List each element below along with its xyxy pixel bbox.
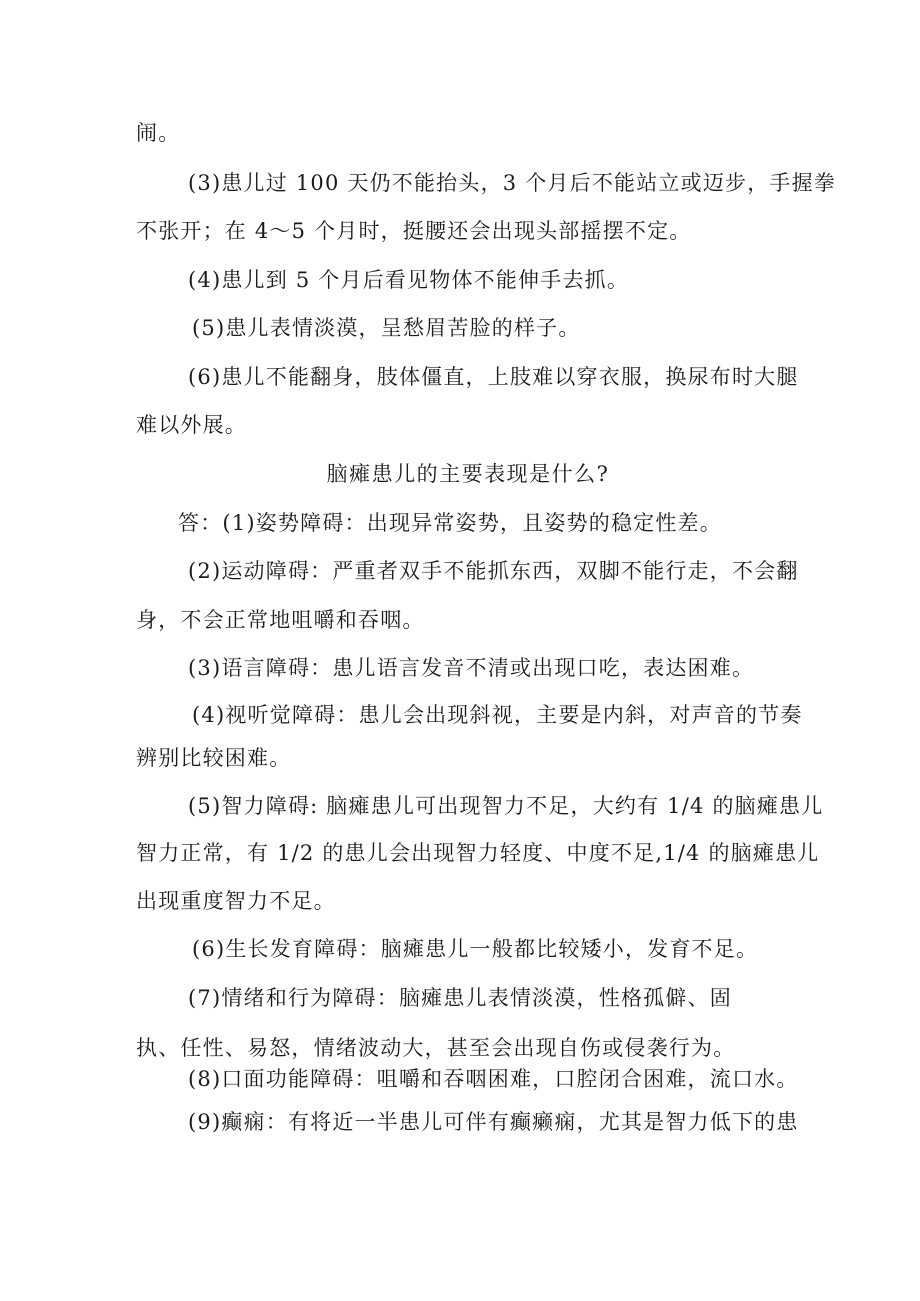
- text-line-ans2-1: (2)运动障碍：严重者双手不能抓东西，双脚不能行走，不会翻: [188, 559, 799, 583]
- text-line-ans7-1: (7)情绪和行为障碍：脑瘫患儿表情淡漠，性格孤僻、固: [188, 986, 732, 1010]
- text-line-ans8: (8)口面功能障碍：咀嚼和吞咽困难，口腔闭合困难，流口水。: [188, 1067, 799, 1091]
- text-line-item6-1: (6)患儿不能翻身，肢体僵直，上肢难以穿衣服，换尿布时大腿: [188, 365, 799, 389]
- text-line-item5: (5)患儿表情淡漠，呈愁眉苦脸的样子。: [192, 316, 581, 340]
- section-heading-question: 脑瘫患儿的主要表现是什么?: [326, 462, 610, 486]
- text-line-item3-2: 不张开；在 4～5 个月时，挺腰还会出现头部摇摆不定。: [136, 219, 692, 243]
- text-line-item3-1: (3)患儿过 100 天仍不能抬头，3 个月后不能站立或迈步，手握拳: [188, 171, 837, 195]
- text-line-ans5-2: 智力正常，有 1/2 的患儿会出现智力轻度、中度不足,1/4 的脑瘫患儿: [136, 841, 820, 865]
- text-line-ans1: 答：(1)姿势障碍：出现异常姿势，且姿势的稳定性差。: [178, 511, 722, 535]
- text-line-ans5-3: 出现重度智力不足。: [136, 889, 336, 913]
- text-line-ans4-1: (4)视听觉障碍：患儿会出现斜视，主要是内斜，对声音的节奏: [192, 703, 803, 727]
- text-line-item4: (4)患儿到 5 个月后看见物体不能伸手去抓。: [188, 268, 630, 292]
- text-line-ans9-1: (9)癫痫：有将近一半患儿可伴有癫癞痫，尤其是智力低下的患: [188, 1110, 799, 1134]
- text-line-ans3: (3)语言障碍：患儿语言发音不清或出现口吃，表达困难。: [188, 656, 755, 680]
- text-line-ans7-2: 执、任性、易怒，情绪波动大，甚至会出现自伤或侵袭行为。: [136, 1036, 736, 1060]
- text-line-ans4-2: 辨别比较困难。: [136, 746, 292, 770]
- text-line-prev-end: 闹。: [136, 121, 181, 145]
- text-line-ans6: (6)生长发育障碍：脑瘫患儿一般都比较矮小，发育不足。: [192, 937, 759, 961]
- text-line-ans2-2: 身，不会正常地咀嚼和吞咽。: [136, 608, 425, 632]
- text-line-item6-2: 难以外展。: [136, 413, 247, 437]
- text-line-ans5-1: (5)智力障碍: 脑瘫患儿可出现智力不足，大约有 1/4 的脑瘫患儿: [188, 794, 824, 818]
